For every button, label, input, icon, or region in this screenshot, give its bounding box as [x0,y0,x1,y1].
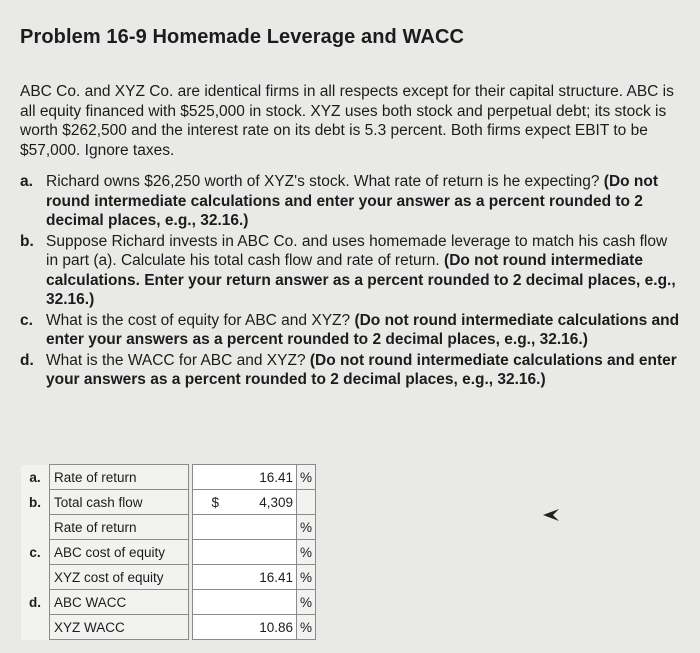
question-instruction: (Do not round intermediate calculations. Enter your return answer as a percent rounded to 2 decimal places, e.g., 32.16.) [46,252,676,308]
question-c [20,311,680,350]
problem-statement: ABC Co. and XYZ Co. are identical firms in all respects except for their capital structure. ABC is all equity financed with $525,000 in stock. XYZ uses both stock and perpetual debt; its stock is worth $262,500 and the interest rate on its debt is 5.3 percent. Both firms expect EBIT to be $57,000. Ignore taxes. [20,83,674,159]
answer-input-xyz-wacc[interactable]: 10.86 [223,615,297,640]
table-row [21,515,316,540]
row-letter: b. [21,490,50,515]
unit-label: % [297,465,316,490]
question-d [20,351,680,390]
question-b [20,232,680,310]
answer-input-xyz-cost-of-equity[interactable]: 16.41 [223,565,297,590]
question-text: Richard owns $26,250 worth of XYZ's stock. What rate of return is he expecting? [46,173,600,190]
table-row [21,540,316,565]
row-letter: a. [21,465,50,490]
row-letter [21,565,50,590]
unit-label: % [297,540,316,565]
question-letter: a. [20,173,33,190]
unit-label: % [297,590,316,615]
row-label: ABC WACC [50,590,189,615]
answer-input-rate-of-return-b[interactable] [223,515,297,540]
answer-input-abc-cost-of-equity[interactable] [223,540,297,565]
currency-symbol: $ [193,490,224,515]
row-label: ABC cost of equity [50,540,189,565]
table-row [21,490,316,515]
table-row [21,590,316,615]
unit-label: % [297,615,316,640]
unit-label [297,490,316,515]
currency-symbol [193,515,224,540]
answer-input-rate-of-return-a[interactable]: 16.41 [223,465,297,490]
currency-symbol [193,565,224,590]
row-label: XYZ WACC [50,615,189,640]
table-row [21,615,316,640]
question-text: What is the cost of equity for ABC and XYZ? [46,311,351,329]
question-letter: c. [20,311,33,329]
question-instruction: (Do not round intermediate calculations and enter your answer as a percent rounded to 2 decimal places, e.g., 32.16.) [46,173,659,229]
question-instruction: (Do not round intermediate calculations and enter your answers as a percent rounded to 2 decimal places, e.g., 32.16.) [46,311,680,348]
answer-input-total-cash-flow[interactable]: 4,309 [223,490,297,515]
question-instruction: (Do not round intermediate calculations and enter your answers as a percent rounded to 2 decimal places, e.g., 32.16.) [46,351,677,388]
row-letter [21,615,50,640]
currency-symbol [193,615,224,640]
page-title: Problem 16-9 Homemade Leverage and WACC [20,26,465,48]
question-letter: b. [20,232,34,250]
mouse-pointer-icon [542,508,560,522]
currency-symbol [193,465,224,490]
row-label: Rate of return [50,515,189,540]
unit-label: % [297,515,316,540]
row-label: XYZ cost of equity [50,565,189,590]
row-letter: c. [21,540,50,565]
currency-symbol [193,590,224,615]
row-label: Rate of return [50,465,189,490]
question-text: What is the WACC for ABC and XYZ? [46,351,306,369]
table-row [21,565,316,590]
question-list [20,172,680,391]
question-a [20,172,680,231]
row-letter: d. [21,590,50,615]
answer-table [21,464,316,640]
row-letter [21,515,50,540]
unit-label: % [297,565,316,590]
row-label: Total cash flow [50,490,189,515]
question-letter: d. [20,351,34,369]
question-text: Suppose Richard invests in ABC Co. and uses homemade leverage to match his cash flow in part (a). Calculate his total cash flow and rate of return. [46,232,668,269]
table-row [21,465,316,490]
answer-input-abc-wacc[interactable] [223,590,297,615]
currency-symbol [193,540,224,565]
